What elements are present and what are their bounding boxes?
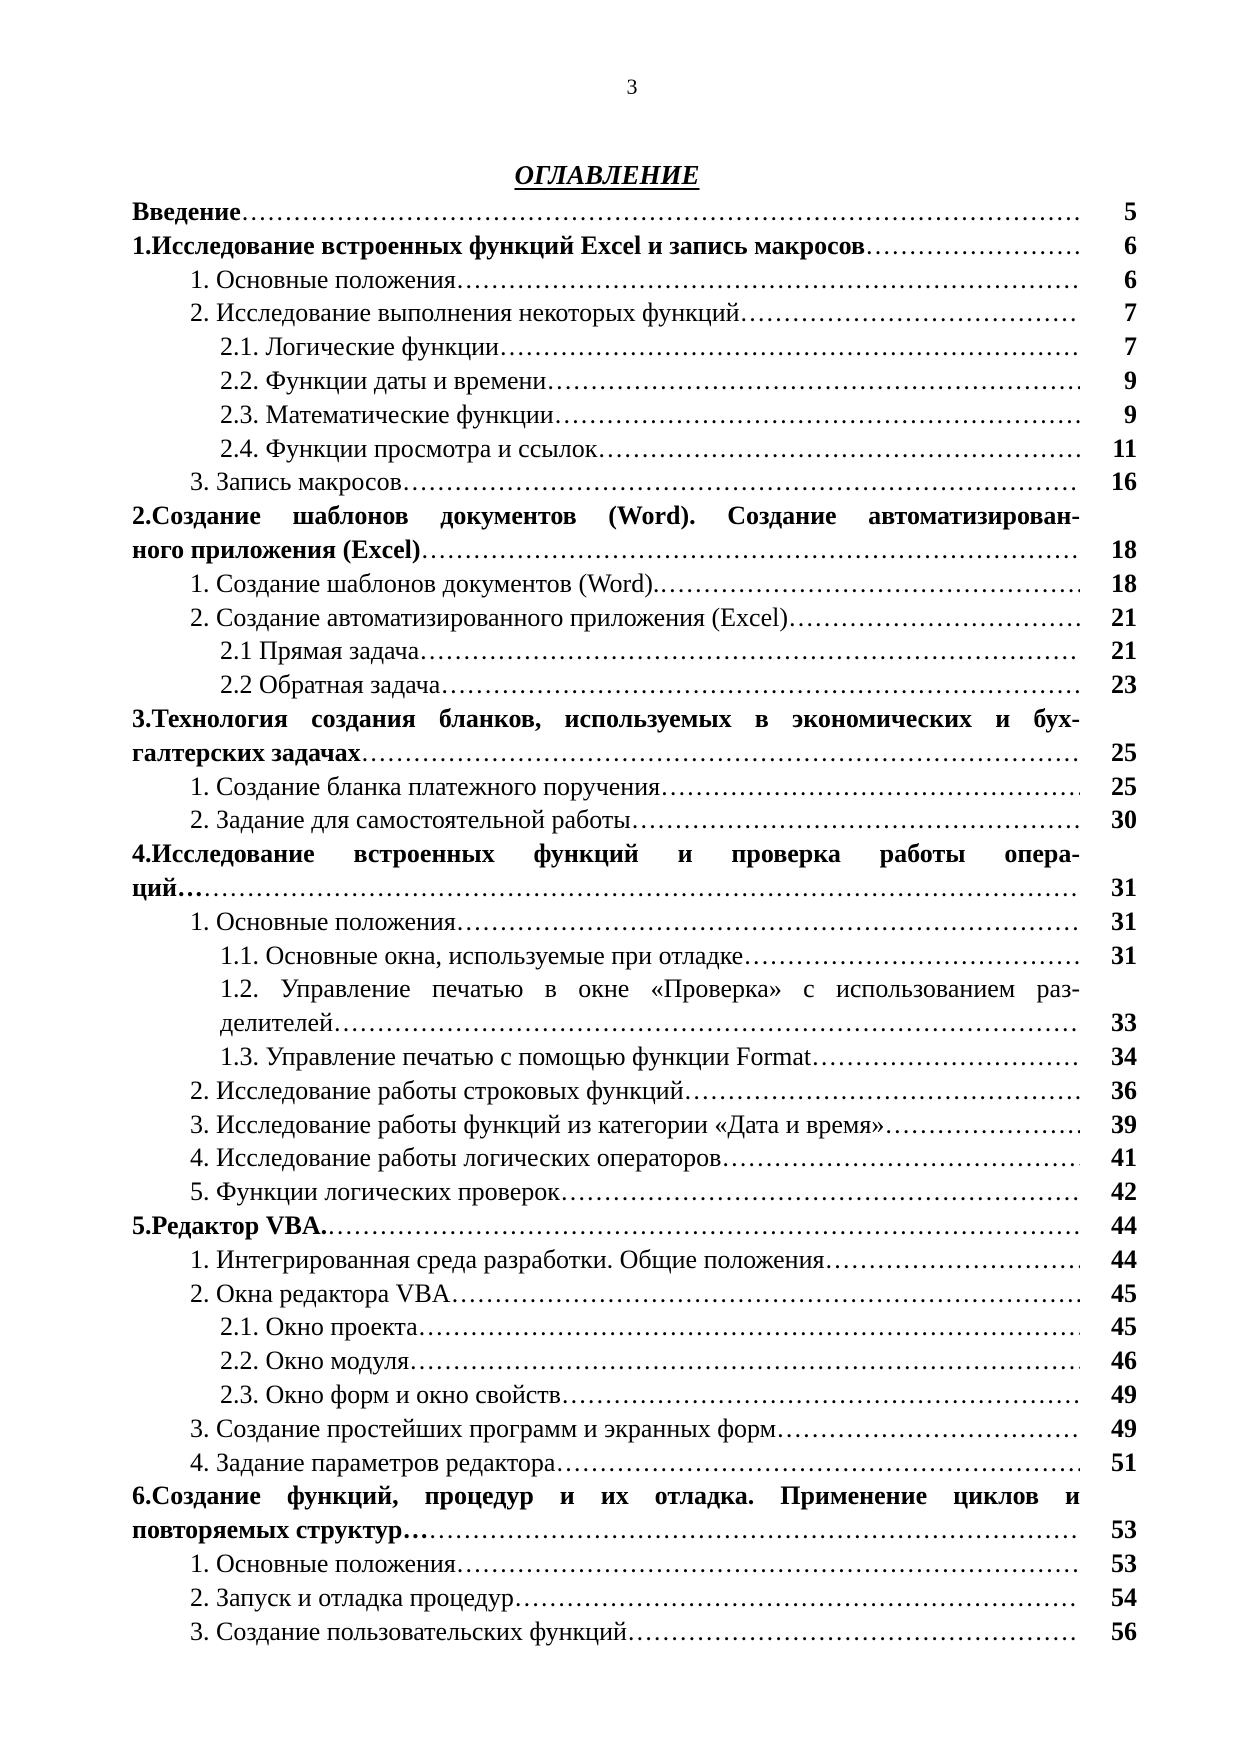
toc-entry-page: 6 xyxy=(1124,230,1137,260)
toc-entry-page: 31 xyxy=(1111,906,1137,936)
toc-entry-page: 51 xyxy=(1111,1447,1137,1477)
toc-entry xyxy=(0,634,1241,668)
dot-leader xyxy=(514,1581,1080,1615)
toc-entry xyxy=(0,330,1241,364)
toc-entry xyxy=(0,803,1241,837)
toc-entry-page: 18 xyxy=(1111,568,1137,598)
dot-leader xyxy=(597,432,1080,466)
dot-leader xyxy=(203,871,1080,905)
toc-entry xyxy=(0,1108,1241,1142)
toc-entry xyxy=(0,1040,1241,1074)
toc-entry xyxy=(0,972,1241,1006)
toc-entry-page: 25 xyxy=(1111,737,1137,767)
toc-entry-title: 1.Исследование встроенных функций Excel и запись макросов xyxy=(132,230,866,260)
toc-entry-title: 3. Запись макросов xyxy=(190,467,402,497)
toc-entry xyxy=(0,364,1241,398)
dot-leader xyxy=(776,1412,1080,1446)
toc-entry-title: Введение xyxy=(132,197,241,226)
toc-entry-title: 3. Исследование работы функций из категории «Дата и время» xyxy=(190,1109,885,1139)
toc-entry-page: 11 xyxy=(1112,433,1137,463)
toc-entry xyxy=(0,296,1241,330)
toc-entry-title: 1. Создание бланка платежного поручения xyxy=(190,771,661,801)
toc-entry xyxy=(0,1479,1241,1513)
dot-leader xyxy=(884,1108,1080,1142)
toc-entry xyxy=(0,1547,1241,1581)
toc-entry-page: 18 xyxy=(1111,535,1137,564)
toc-entry-title: 3.Технология создания бланков, используемых в экономических и бух- xyxy=(132,704,1080,733)
dot-leader xyxy=(660,770,1080,804)
toc-entry xyxy=(0,702,1241,736)
toc-entry-title: 4. Исследование работы логических операторов xyxy=(190,1143,722,1173)
toc-entry xyxy=(0,1141,1241,1175)
dot-leader xyxy=(456,263,1080,297)
toc-entry-page: 6 xyxy=(1124,264,1137,294)
toc-entry xyxy=(0,601,1241,635)
toc-entry-page: 33 xyxy=(1111,1008,1137,1038)
toc-entry-page: 41 xyxy=(1111,1143,1137,1173)
toc-entry-title: галтерских задачах xyxy=(132,737,361,767)
toc-entry-page: 16 xyxy=(1111,467,1137,497)
toc-entry xyxy=(0,905,1241,939)
toc-entry-page: 23 xyxy=(1111,670,1137,700)
dot-leader xyxy=(721,1141,1080,1175)
toc-entry-page: 7 xyxy=(1124,332,1137,362)
dot-leader xyxy=(333,1006,1080,1040)
toc-entry xyxy=(0,1209,1241,1243)
dot-leader xyxy=(865,229,1080,263)
toc-entry-page: 39 xyxy=(1111,1109,1137,1139)
toc-entry-title: 1. Основные положения xyxy=(190,906,456,936)
dot-leader xyxy=(788,601,1080,635)
dot-leader xyxy=(456,905,1080,939)
toc-entry-title: повторяемых структур… xyxy=(132,1515,429,1545)
toc-entry-page: 45 xyxy=(1111,1278,1137,1308)
toc-entry-title: 2.1. Окно проекта xyxy=(220,1312,418,1342)
toc-entry-title: 2. Исследование выполнения некоторых функций xyxy=(190,298,740,328)
toc-entry-page: 25 xyxy=(1111,771,1137,801)
toc-entry-page: 42 xyxy=(1111,1177,1137,1207)
toc-entry-title: 3. Создание пользовательских функций xyxy=(190,1616,627,1646)
toc-entry-title: 2.1. Логические функции xyxy=(220,332,499,362)
toc-entry-page: 44 xyxy=(1111,1211,1137,1240)
toc-entry-title: 2.2 Обратная задача xyxy=(220,670,441,700)
dot-leader xyxy=(418,1310,1080,1344)
toc-entry xyxy=(0,1581,1241,1615)
toc-entry xyxy=(0,1615,1241,1649)
toc-title: ОГЛАВЛЕНИЕ xyxy=(514,160,700,190)
toc-entry-title: 2. Создание автоматизированного приложения (Excel) xyxy=(190,602,788,632)
toc-entry xyxy=(0,398,1241,432)
toc-entry-page: 5 xyxy=(1124,197,1137,226)
toc-entry-page: 46 xyxy=(1111,1346,1137,1376)
dot-leader xyxy=(743,939,1080,973)
toc-entry-page: 49 xyxy=(1111,1380,1137,1409)
toc-entry-title: 1.3. Управление печатью с помощью функции Format xyxy=(220,1042,812,1071)
toc-entry-title: 1. Основные положения xyxy=(190,1549,456,1578)
toc-entry xyxy=(0,465,1241,499)
toc-entry-page: 9 xyxy=(1124,366,1137,395)
dot-leader xyxy=(361,736,1080,770)
toc-entry xyxy=(0,837,1241,871)
toc-entry-page: 21 xyxy=(1111,636,1137,666)
toc-entry-title: 2.4. Функции просмотра и ссылок xyxy=(220,433,598,463)
toc-entry-page: 34 xyxy=(1111,1042,1137,1071)
dot-leader xyxy=(824,1243,1080,1277)
toc-entry-title: 4.Исследование встроенных функций и проверка работы опера- xyxy=(132,839,1080,869)
dot-leader xyxy=(627,1615,1080,1649)
dot-leader xyxy=(440,668,1080,702)
toc-entry xyxy=(0,1344,1241,1378)
toc-entry-title: 6.Создание функций, процедур и их отладка. Применение циклов и xyxy=(132,1481,1080,1511)
dot-leader xyxy=(409,1344,1080,1378)
dot-leader xyxy=(811,1040,1080,1074)
toc-entry xyxy=(0,1175,1241,1209)
toc-entry-page: 7 xyxy=(1124,298,1137,328)
toc-entry-page: 44 xyxy=(1111,1244,1137,1274)
dot-leader xyxy=(740,296,1080,330)
page-number: 3 xyxy=(626,74,638,99)
toc-entry-page: 9 xyxy=(1124,399,1137,429)
toc-entry-title: 2. Исследование работы строковых функций xyxy=(190,1075,684,1105)
toc-entry-title: 5.Редактор VBA. xyxy=(132,1211,328,1240)
toc-entry-page: 53 xyxy=(1111,1549,1137,1578)
toc-entry-page: 45 xyxy=(1111,1312,1137,1342)
toc-entry-title: ций… xyxy=(132,873,203,902)
toc-entry-title: 2.2. Окно модуля xyxy=(220,1346,410,1376)
dot-leader xyxy=(428,1513,1080,1547)
toc-entry-title: ного приложения (Excel) xyxy=(132,535,421,564)
toc-entry-title: 2. Окна редактора VBA xyxy=(190,1278,451,1308)
dot-leader xyxy=(561,1378,1080,1412)
toc-entry-page: 56 xyxy=(1111,1616,1137,1646)
dot-leader xyxy=(554,398,1080,432)
toc-entry xyxy=(0,1310,1241,1344)
toc-entry-title: 1.1. Основные окна, используемые при отладке xyxy=(220,940,744,970)
toc-entry xyxy=(0,939,1241,973)
toc-entry-title: 2.3. Окно форм и окно свойств xyxy=(220,1380,561,1409)
toc-entry xyxy=(0,871,1241,905)
dot-leader xyxy=(421,533,1080,567)
toc-entry-page: 31 xyxy=(1111,940,1137,970)
toc-entry-title: 2. Запуск и отладка процедур xyxy=(190,1582,514,1612)
toc-entry xyxy=(0,668,1241,702)
toc-entry-title: 2.3. Математические функции xyxy=(220,399,554,429)
toc-entry-page: 31 xyxy=(1111,873,1137,902)
toc-entry-title: 1. Интегрированная среда разработки. Общие положения xyxy=(190,1244,825,1274)
dot-leader xyxy=(684,1074,1080,1108)
toc-entry xyxy=(0,1243,1241,1277)
toc-entry-page: 21 xyxy=(1111,602,1137,632)
dot-leader xyxy=(451,1277,1080,1311)
dot-leader xyxy=(402,465,1080,499)
toc-entry-title: 1.2. Управление печатью в окне «Проверка» с использованием раз- xyxy=(220,974,1080,1004)
toc-entry xyxy=(0,229,1241,263)
toc-entry-page: 53 xyxy=(1111,1515,1137,1545)
toc-entry xyxy=(0,1074,1241,1108)
toc-entry-title: делителей xyxy=(220,1008,333,1038)
toc-entry-title: 2. Задание для самостоятельной работы xyxy=(190,805,631,835)
toc-entry-title: 1. Основные положения xyxy=(190,264,456,294)
toc-entry-page: 30 xyxy=(1111,805,1137,835)
toc-entry xyxy=(0,195,1241,229)
toc-entry xyxy=(0,1513,1241,1547)
dot-leader xyxy=(419,634,1080,668)
toc-entry-title: 1. Создание шаблонов документов (Word). xyxy=(190,568,660,598)
dot-leader xyxy=(631,803,1080,837)
dot-leader xyxy=(241,195,1080,229)
toc-entry xyxy=(0,567,1241,601)
toc-entry xyxy=(0,1006,1241,1040)
toc-entry xyxy=(0,770,1241,804)
toc-entry-page: 36 xyxy=(1111,1075,1137,1105)
toc-entry-title: 4. Задание параметров редактора xyxy=(190,1447,556,1477)
toc-entry-page: 54 xyxy=(1111,1582,1137,1612)
toc-entry xyxy=(0,432,1241,466)
toc-entry xyxy=(0,736,1241,770)
toc-entry xyxy=(0,499,1241,533)
dot-leader xyxy=(456,1547,1080,1581)
toc-entry xyxy=(0,533,1241,567)
dot-leader xyxy=(560,1175,1080,1209)
toc-entry xyxy=(0,1446,1241,1480)
toc-entry-title: 5. Функции логических проверок xyxy=(190,1177,560,1207)
dot-leader xyxy=(327,1209,1080,1243)
toc-entry xyxy=(0,263,1241,297)
dot-leader xyxy=(555,1446,1080,1480)
dot-leader xyxy=(499,330,1080,364)
toc-entry-title: 2.Создание шаблонов документов (Word). Создание автоматизирован- xyxy=(132,501,1080,531)
toc-entry xyxy=(0,1277,1241,1311)
toc-entry xyxy=(0,1378,1241,1412)
toc-entry-title: 3. Создание простейших программ и экранных форм xyxy=(190,1413,777,1443)
toc-entry-page: 49 xyxy=(1111,1413,1137,1443)
dot-leader xyxy=(659,567,1080,601)
toc-entry xyxy=(0,1412,1241,1446)
toc-entry-title: 2.1 Прямая задача xyxy=(220,636,420,666)
toc-entry-title: 2.2. Функции даты и времени xyxy=(220,366,547,395)
dot-leader xyxy=(546,364,1080,398)
